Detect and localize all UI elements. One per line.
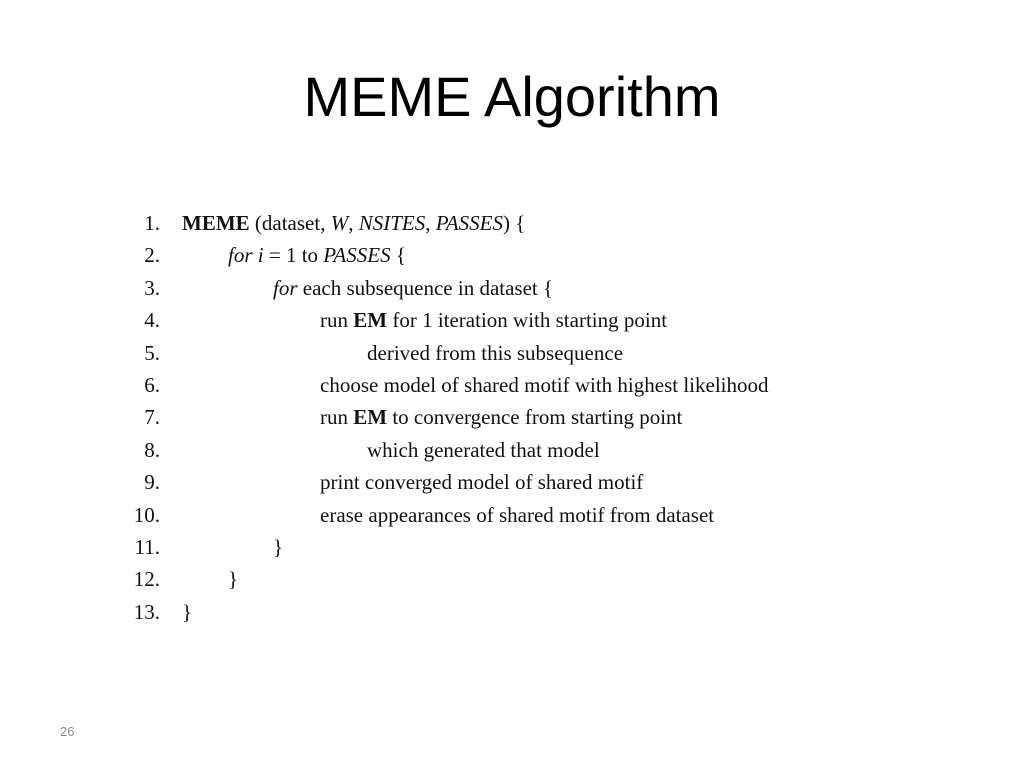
algorithm-line-10 (0, 499, 1024, 531)
algorithm-line-11 (0, 531, 1024, 563)
line-number: 12. (133, 567, 160, 592)
closing-brace: } (273, 534, 284, 559)
line-number: 10. (133, 502, 160, 527)
param-passes: PASSES (435, 211, 503, 235)
algorithm-listing (0, 207, 1024, 628)
line-code (273, 272, 553, 304)
line-code (228, 239, 406, 271)
algorithm-line-7 (0, 401, 1024, 433)
line-number: 6. (144, 372, 160, 397)
line-number: 11. (134, 534, 160, 559)
args-open: (dataset, (249, 211, 331, 235)
line-code: erase appearances of shared motif from dataset (320, 502, 715, 527)
loop-body: each subsequence in dataset { (297, 275, 554, 300)
algorithm-line-4 (0, 304, 1024, 336)
algorithm-line-1 (0, 207, 1024, 239)
line-code (320, 401, 682, 433)
param-nsites: NSITES (358, 211, 426, 235)
algorithm-line-9 (0, 466, 1024, 498)
closing-brace: } (228, 567, 239, 592)
line-number: 4. (144, 308, 160, 333)
line-code: derived from this subsequence (367, 340, 624, 365)
algorithm-line-3 (0, 272, 1024, 304)
brace: { (390, 243, 406, 268)
algorithm-line-5 (0, 337, 1024, 369)
line-number: 13. (133, 599, 160, 624)
slide-title: MEME Algorithm (303, 65, 721, 128)
separator: , (348, 211, 359, 235)
text-post: for 1 iteration with starting point (387, 308, 668, 333)
closing-brace: } (182, 599, 193, 624)
line-number: 5. (144, 340, 160, 365)
keyword-for: for (228, 243, 253, 268)
text-pre: run (320, 405, 354, 430)
algorithm-line-2 (0, 239, 1024, 271)
keyword-em: EM (353, 308, 388, 333)
line-code: choose model of shared motif with highest likelihood (320, 372, 769, 397)
slide-page-number: 26 (60, 724, 75, 739)
line-number: 9. (144, 470, 160, 495)
text-pre: run (320, 308, 354, 333)
line-code: print converged model of shared motif (320, 470, 644, 495)
line-number: 7. (144, 405, 160, 430)
algorithm-line-6 (0, 369, 1024, 401)
line-code (182, 207, 525, 239)
keyword-for: for (273, 275, 298, 300)
line-code: which generated that model (367, 437, 600, 462)
text-post: to convergence from starting point (387, 405, 683, 430)
line-code (320, 304, 667, 336)
separator: , (425, 211, 436, 235)
line-number: 8. (144, 437, 160, 462)
algorithm-line-13 (0, 596, 1024, 628)
param-passes: PASSES (323, 243, 391, 268)
param-w: W (330, 211, 349, 235)
algorithm-line-12 (0, 563, 1024, 595)
args-close: ) { (503, 211, 526, 235)
line-number: 2. (144, 243, 160, 268)
line-number: 1. (144, 211, 160, 235)
keyword-em: EM (353, 405, 388, 430)
loop-variable: i (252, 243, 264, 268)
algorithm-line-8 (0, 434, 1024, 466)
loop-range: = 1 to (263, 243, 324, 268)
line-number: 3. (144, 275, 160, 300)
function-name: MEME (182, 211, 250, 235)
